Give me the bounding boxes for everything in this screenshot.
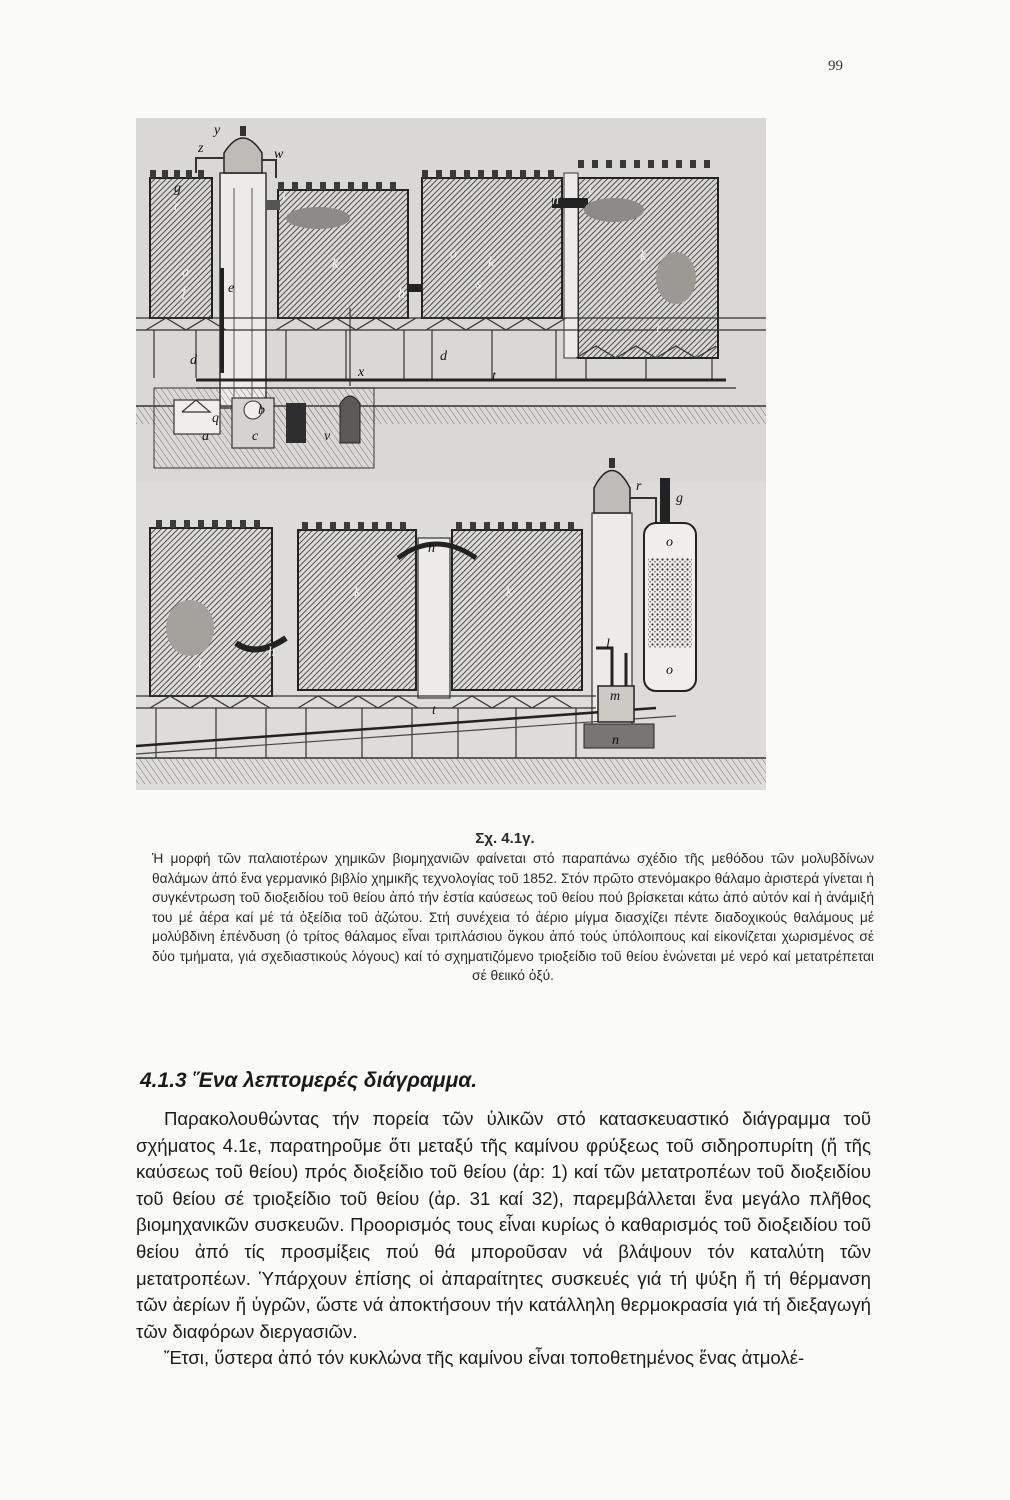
label-g: g — [174, 181, 181, 196]
label-h3: h — [428, 541, 435, 556]
plume-4 — [166, 600, 214, 656]
figure-caption-title: Σχ. 4.1γ. — [475, 830, 535, 847]
label-d2: d — [440, 349, 447, 364]
label-q: q — [212, 411, 219, 426]
page-number: 99 — [828, 58, 843, 74]
label-o1: o — [450, 247, 457, 262]
burner-c — [286, 403, 306, 443]
body-paragraph: Παρακολουθώντας τήν πορεία τῶν ὑλικῶν στό κατασκευαστικό διάγραμμα τοῦ σχήματος 4.1ε, παρατηροῦμε ὅτι μεταξύ τῆς καμίνου φρύξεως τοῦ σιδηροπυρίτη (ἤ τῆς καύσεως τοῦ θείου) πρός διοξείδιο τοῦ θείου (ἀρ: 1) καί τῶν μετατροπέων τοῦ διοξειδίου τοῦ θείου σέ τριοξείδιο τοῦ θείου (ἀρ. 31 καί 32), παρεμβάλλεται ἕνα μεγάλο πλῆθος βιομηχανικῶν συσκευῶν. Προορισμός τους εἶναι κυρίως ὁ καθαρισμός τοῦ διοξειδίου τοῦ θείου ἀπό τίς προσμίξεις πού θά μποροῦσαν νά βλάψουν τόν καταλύτη τῶν μετατροπέων. Ὑπάρχουν ἐπίσης οἱ ἀπαραίτητες συσκευές γιά τή ψύξη ἤ τή θέρμανση τῶν ἀερίων ἤ ὑγρῶν, ὥστε νά ἀποκτήσουν τήν κατάλληλη θερμοκρασία γιά τή διεξαγωγή τῶν διαφόρων διεργασιῶν. — [136, 1108, 871, 1342]
chamber-2 — [278, 190, 408, 318]
pump-base — [584, 724, 654, 748]
label-i1: i — [282, 189, 286, 204]
label-i4: i — [198, 657, 202, 672]
label-h1: h — [398, 287, 405, 302]
body-paragraph: Ἔτσι, ὕστερα ἀπό τόν κυκλώνα τῆς καμίνου εἶναι τοποθετημένος ἕνας ἀτμολέ- — [164, 1347, 805, 1369]
engraving-svg — [136, 118, 766, 790]
label-i2: i — [588, 183, 592, 198]
plume-1 — [286, 207, 350, 229]
label-w: w — [274, 147, 284, 162]
label-t2: t — [432, 703, 436, 718]
label-r: r — [174, 199, 180, 214]
flask-v — [340, 396, 360, 443]
label-k1: k — [332, 257, 339, 272]
chamber-1 — [150, 178, 212, 318]
label-b: b — [258, 403, 265, 418]
label-t1: t — [492, 369, 496, 384]
label-k2: k — [488, 255, 495, 270]
label-k5: k — [506, 585, 513, 600]
label-c: c — [252, 429, 259, 444]
label-r2: r — [636, 479, 642, 494]
label-y-top: y — [214, 123, 221, 138]
label-z: z — [198, 141, 204, 156]
chamber-6 — [298, 530, 416, 690]
upper-row — [136, 126, 766, 468]
lower-floor — [136, 758, 766, 784]
label-d1: d — [190, 353, 197, 368]
label-i3: i — [656, 321, 660, 336]
label-v: v — [324, 429, 331, 444]
label-f: f — [182, 285, 186, 300]
plume-3 — [656, 252, 696, 304]
chamber-3 — [422, 178, 562, 318]
label-e: e — [228, 281, 235, 296]
figure-caption-text: Ἡ μορφή τῶν παλαιοτέρων χημικῶν βιομηχανιῶν φαίνεται στό παραπάνω σχέδιο τῆς μεθόδου τῶν μολυβδίνων θαλάμων ἀπό ἕνα γερμανικό βιβλίο χημικῆς τεχνολογίας τοῦ 1852. Στόν πρῶτο στενόμακρο θάλαμο ἀριστερά γίνεται ἡ συγκέντρωση τοῦ διοξειδίου τοῦ θείου ἀπό τήν ἑστία καύσεως τοῦ θείου πού βρίσκεται κάτω ἀπό αὐτόν καί ἡ ἀνάμιξή του μέ ἀέρα καί μέ τά ὀξείδια τοῦ ἀζώτου. Στή συνέχεια τό ἀέριο μίγμα διασχίζει πέντε διαδοχικούς θαλάμους μέ μολύβδινη ἐπένδυση (ὁ τρίτος θάλαμος εἶναι τριπλάσιου ὄγκου ἀπό τούς ὑπόλοιπους καί εἰκονίζεται χωρισμένος σέ δύο τμήματα, γιά σχεδιαστικούς λόγους) καί τό σχηματιζόμενο τριοξείδιο τοῦ θείου ἑνώνεται μέ νερό καί μετατρέπεται σέ θειικό ὀξύ. — [152, 851, 874, 983]
label-n: n — [612, 733, 619, 748]
label-h2: h — [552, 193, 559, 208]
label-m: m — [610, 689, 621, 704]
label-a-left: a — [182, 265, 189, 280]
label-o2: o — [666, 535, 673, 550]
label-a-box: a — [202, 429, 209, 444]
label-h4: h — [268, 645, 275, 660]
section-heading: 4.1.3 Ἕνα λεπτομερές διάγραμμα. — [140, 1069, 478, 1092]
label-s: s — [476, 277, 482, 292]
lower-tower — [418, 538, 450, 698]
label-k4: k — [354, 585, 361, 600]
lead-chamber-engraving — [136, 118, 766, 790]
label-x: x — [358, 365, 365, 380]
label-k3: k — [640, 249, 647, 264]
chamber-5 — [150, 528, 272, 696]
body-text — [136, 1106, 871, 1372]
label-o3: o — [666, 663, 673, 678]
plume-2 — [584, 198, 644, 222]
upper-tower — [220, 173, 266, 408]
label-l: l — [606, 637, 610, 652]
label-g2: g — [676, 491, 683, 506]
